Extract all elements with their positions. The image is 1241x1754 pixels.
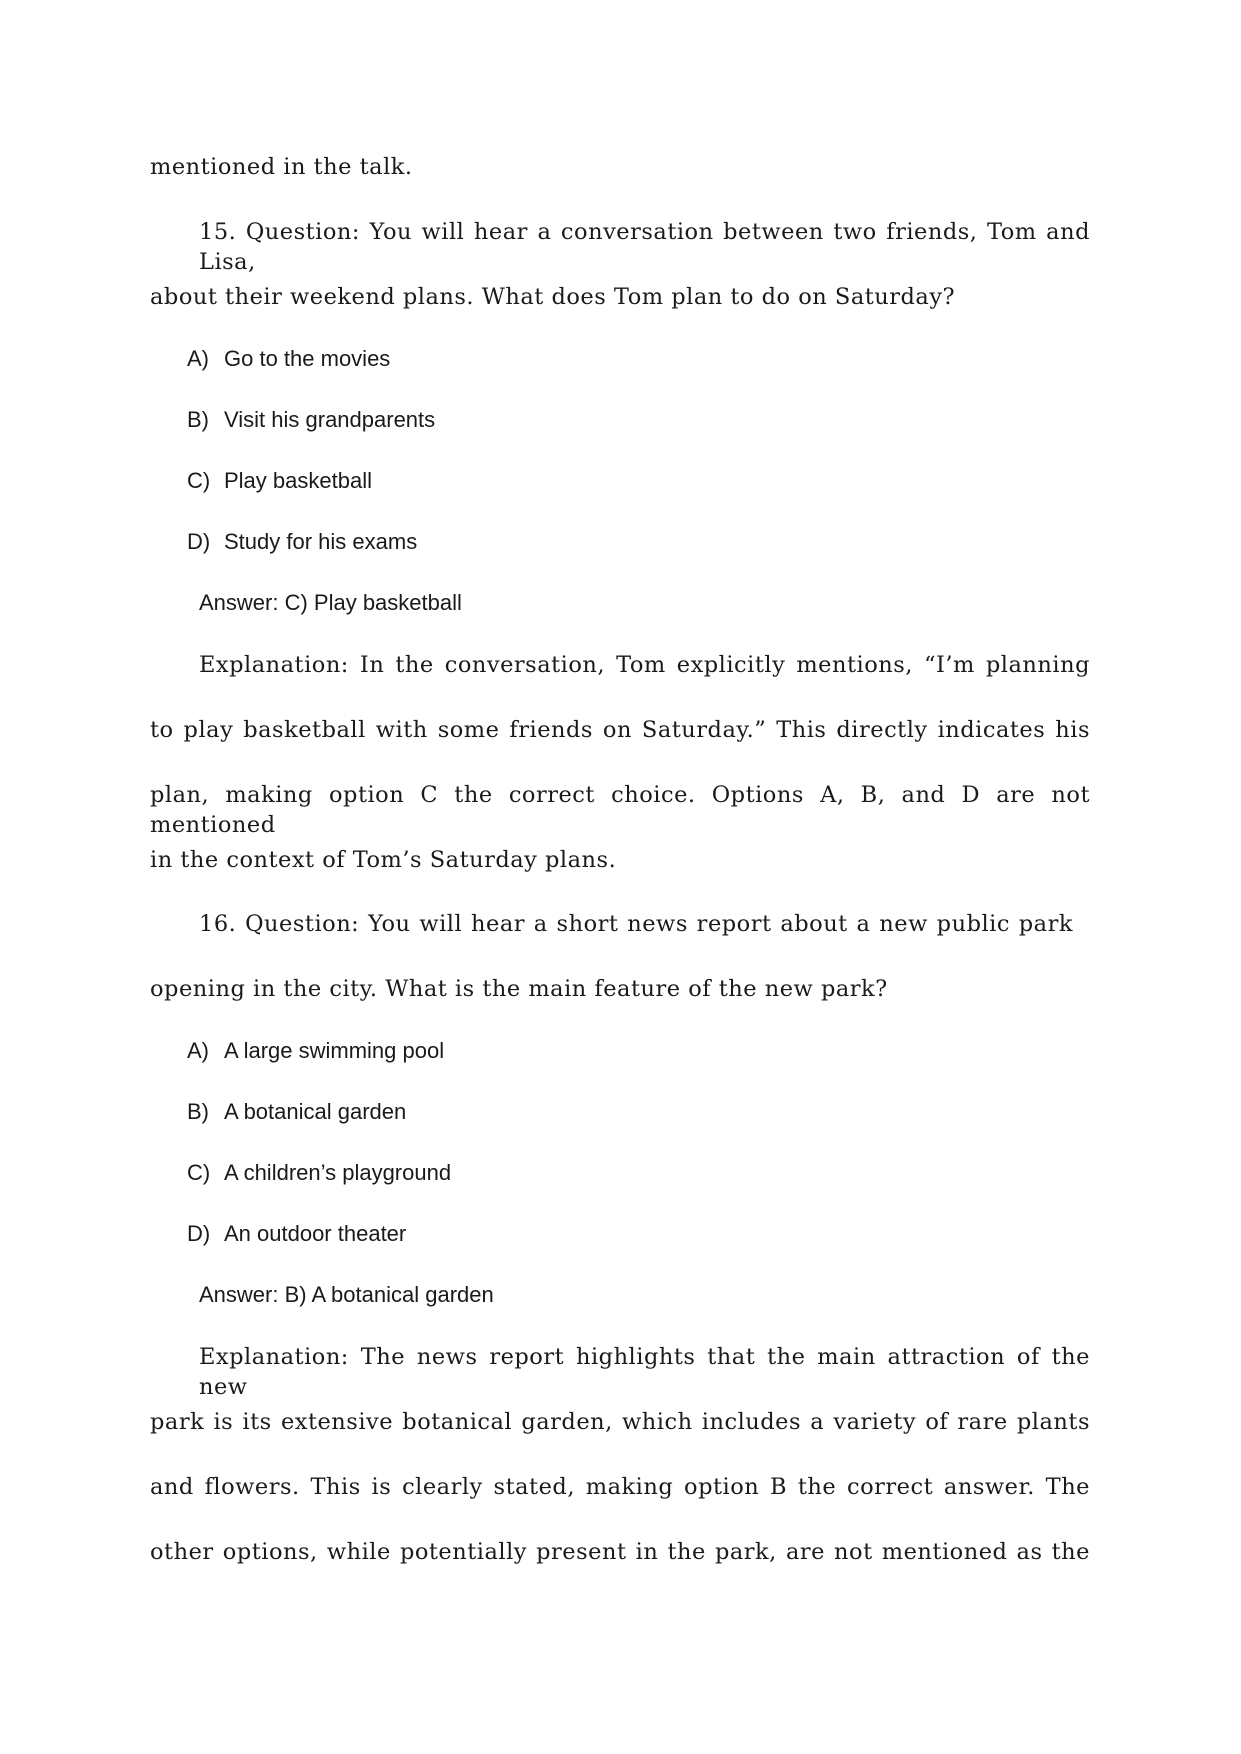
q16-explanation-line-4: other options, while potentially present in the park, are not mentioned as the (150, 1539, 1090, 1565)
q15-option-d (187, 527, 417, 557)
q16-option-a (187, 1036, 444, 1066)
option-letter: D) (187, 1221, 211, 1246)
q16-answer: Answer: B) A botanical garden (199, 1282, 494, 1307)
q15-option-c (187, 466, 372, 496)
option-letter: A) (187, 346, 209, 371)
option-text: Study for his exams (224, 529, 418, 554)
q16-explanation-line-2: park is its extensive botanical garden, which includes a variety of rare plants (150, 1409, 1090, 1435)
option-text: An outdoor theater (224, 1221, 407, 1246)
q15-explanation-line-2: to play basketball with some friends on Saturday.” This directly indicates his (150, 717, 1090, 743)
option-text: Visit his grandparents (224, 407, 436, 432)
q15-answer: Answer: C) Play basketball (199, 590, 462, 615)
paragraph-line: mentioned in the talk. (150, 154, 413, 180)
option-letter: D) (187, 529, 211, 554)
q16-option-b (187, 1097, 406, 1127)
q16-explanation-line-3: and flowers. This is clearly stated, making option B the correct answer. The (150, 1474, 1090, 1500)
q15-explanation-line-1: Explanation: In the conversation, Tom explicitly mentions, “I’m planning (199, 652, 1090, 678)
q15-explanation-line-4: in the context of Tom’s Saturday plans. (150, 847, 617, 873)
option-letter: C) (187, 468, 211, 493)
option-text: Go to the movies (224, 346, 391, 371)
q16-option-c (187, 1158, 451, 1188)
question-15-line-2: about their weekend plans. What does Tom plan to do on Saturday? (150, 284, 956, 310)
question-16-line-1: 16. Question: You will hear a short news report about a new public park (199, 911, 1073, 937)
q15-option-a (187, 344, 390, 374)
option-text: A large swimming pool (224, 1038, 445, 1063)
option-letter: A) (187, 1038, 209, 1063)
option-letter: B) (187, 1099, 209, 1124)
q16-explanation-line-1: Explanation: The news report highlights that the main attraction of the new (199, 1344, 1090, 1400)
q15-explanation-line-3: plan, making option C the correct choice. Options A, B, and D are not mentioned (150, 782, 1090, 838)
option-text: Play basketball (224, 468, 372, 493)
option-letter: B) (187, 407, 209, 432)
question-16-line-2: opening in the city. What is the main feature of the new park? (150, 976, 888, 1002)
option-letter: C) (187, 1160, 211, 1185)
q16-option-d (187, 1219, 406, 1249)
option-text: A children’s playground (224, 1160, 452, 1185)
option-text: A botanical garden (224, 1099, 407, 1124)
question-15-line-1: 15. Question: You will hear a conversation between two friends, Tom and Lisa, (199, 219, 1090, 275)
q15-option-b (187, 405, 435, 435)
